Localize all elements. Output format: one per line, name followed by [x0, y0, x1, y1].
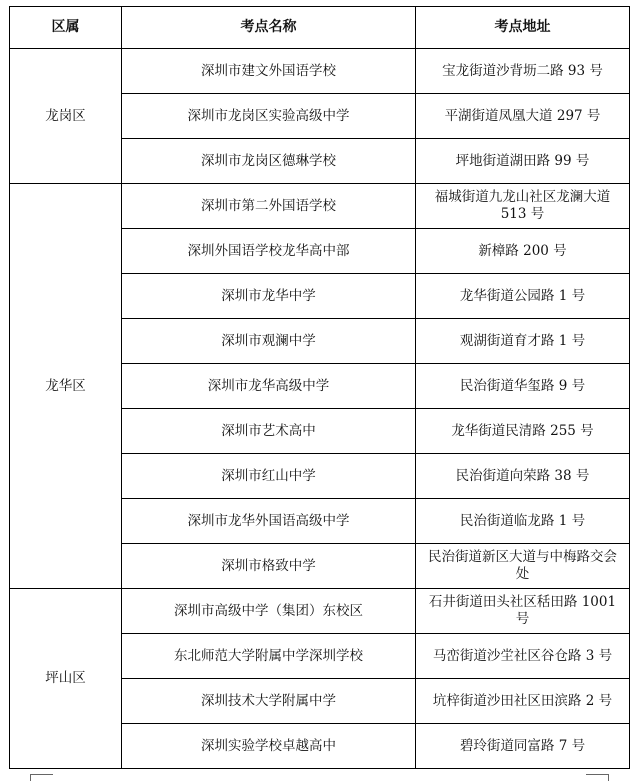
site-address-cell: 民治街道新区大道与中梅路交会处: [416, 544, 630, 589]
site-address-cell: 民治街道临龙路 1 号: [416, 499, 630, 544]
site-address-cell: 宝龙街道沙背坜二路 93 号: [416, 49, 630, 94]
site-name-cell: 深圳市建文外国语学校: [122, 49, 416, 94]
site-name-cell: 深圳市红山中学: [122, 454, 416, 499]
site-address-cell: 龙华街道民清路 255 号: [416, 409, 630, 454]
site-name-cell: 深圳市观澜中学: [122, 319, 416, 364]
table-row: [10, 49, 630, 94]
site-address-cell: 平湖街道凤凰大道 297 号: [416, 94, 630, 139]
site-address-cell: 民治街道华玺路 9 号: [416, 364, 630, 409]
site-address-cell: 石井街道田头社区秳田路 1001 号: [416, 589, 630, 634]
site-address-cell: 民治街道向荣路 38 号: [416, 454, 630, 499]
district-cell: 龙岗区: [10, 49, 122, 184]
site-name-cell: 深圳市龙岗区德琳学校: [122, 139, 416, 184]
table-row: [10, 589, 630, 634]
district-cell: 坪山区: [10, 589, 122, 769]
page-corner-mark-left: [30, 774, 53, 781]
site-name-cell: 深圳市龙华中学: [122, 274, 416, 319]
site-name-cell: 深圳市龙华高级中学: [122, 364, 416, 409]
site-name-cell: 深圳外国语学校龙华高中部: [122, 229, 416, 274]
site-address-cell: 坑梓街道沙田社区田滨路 2 号: [416, 679, 630, 724]
site-name-cell: 深圳市格致中学: [122, 544, 416, 589]
header-district: 区属: [10, 7, 122, 49]
site-name-cell: 深圳市第二外国语学校: [122, 184, 416, 229]
site-address-cell: 坪地街道湖田路 99 号: [416, 139, 630, 184]
site-address-cell: 马峦街道沙坣社区谷仓路 3 号: [416, 634, 630, 679]
header-site-address: 考点地址: [416, 7, 630, 49]
site-name-cell: 深圳市龙岗区实验高级中学: [122, 94, 416, 139]
site-name-cell: 深圳市龙华外国语高级中学: [122, 499, 416, 544]
site-address-cell: 龙华街道公园路 1 号: [416, 274, 630, 319]
district-cell: 龙华区: [10, 184, 122, 589]
site-address-cell: 碧玲街道同富路 7 号: [416, 724, 630, 769]
header-row: [10, 7, 630, 49]
site-name-cell: 深圳市艺术高中: [122, 409, 416, 454]
site-name-cell: 东北师范大学附属中学深圳学校: [122, 634, 416, 679]
exam-sites-table: [9, 6, 630, 769]
site-address-cell: 福城街道九龙山社区龙澜大道 513 号: [416, 184, 630, 229]
site-address-cell: 观湖街道育才路 1 号: [416, 319, 630, 364]
site-address-cell: 新樟路 200 号: [416, 229, 630, 274]
site-name-cell: 深圳市高级中学（集团）东校区: [122, 589, 416, 634]
table-row: [10, 184, 630, 229]
site-name-cell: 深圳技术大学附属中学: [122, 679, 416, 724]
page-corner-mark-right: [586, 774, 609, 781]
site-name-cell: 深圳实验学校卓越高中: [122, 724, 416, 769]
header-site-name: 考点名称: [122, 7, 416, 49]
